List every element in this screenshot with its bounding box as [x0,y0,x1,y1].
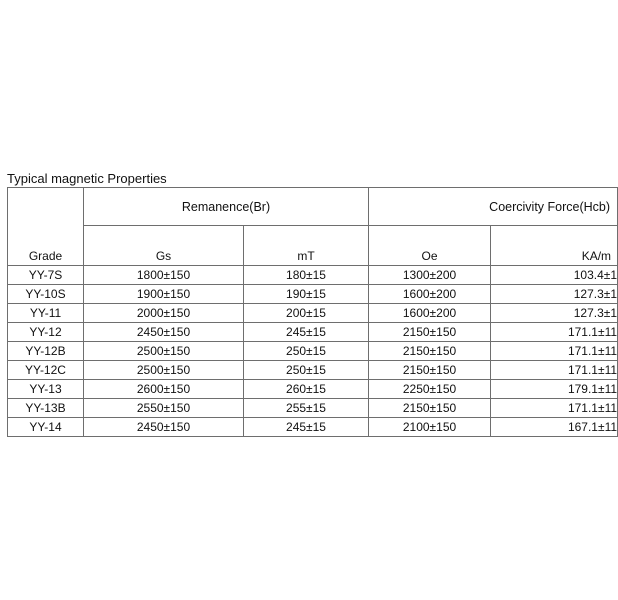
unit-mt-header: mT [244,226,369,266]
gs-cell: 2500±150 [84,361,244,380]
table-row [8,380,618,399]
grade-cell: YY-13B [8,399,84,418]
gs-cell: 2550±150 [84,399,244,418]
mt-cell: 250±15 [244,361,369,380]
gs-cell: 2000±150 [84,304,244,323]
grade-cell: YY-7S [8,266,84,285]
oe-cell: 1600±200 [369,285,491,304]
table-row [8,361,618,380]
ka-cell: 171.1±11 [491,399,618,418]
oe-cell: 2100±150 [369,418,491,437]
oe-cell: 2150±150 [369,342,491,361]
table-row [8,418,618,437]
oe-cell: 2150±150 [369,399,491,418]
header-row-groups [8,188,618,226]
gs-cell: 2450±150 [84,323,244,342]
gs-cell: 1800±150 [84,266,244,285]
magnetic-properties-table [7,187,618,437]
mt-cell: 245±15 [244,323,369,342]
grade-cell: YY-12C [8,361,84,380]
mt-cell: 260±15 [244,380,369,399]
table-row [8,285,618,304]
ka-cell: 179.1±11 [491,380,618,399]
grade-cell: YY-11 [8,304,84,323]
gs-cell: 2600±150 [84,380,244,399]
grade-cell: YY-12B [8,342,84,361]
grade-cell: YY-12 [8,323,84,342]
grade-header: Grade [8,188,84,266]
ka-cell: 127.3±1 [491,285,618,304]
ka-cell: 167.1±11 [491,418,618,437]
grade-cell: YY-13 [8,380,84,399]
table-row [8,342,618,361]
gs-cell: 2500±150 [84,342,244,361]
table-row [8,323,618,342]
mt-cell: 255±15 [244,399,369,418]
mt-cell: 190±15 [244,285,369,304]
table-caption: Typical magnetic Properties [7,171,167,186]
remanence-header: Remanence(Br) [84,188,369,226]
oe-cell: 1600±200 [369,304,491,323]
gs-cell: 2450±150 [84,418,244,437]
coercivity-header: Coercivity Force(Hcb) [369,188,618,226]
mt-cell: 180±15 [244,266,369,285]
mt-cell: 250±15 [244,342,369,361]
oe-cell: 2150±150 [369,361,491,380]
gs-cell: 1900±150 [84,285,244,304]
table-row [8,399,618,418]
table-row [8,266,618,285]
oe-cell: 2250±150 [369,380,491,399]
header-row-units [8,226,618,266]
grade-cell: YY-10S [8,285,84,304]
ka-cell: 103.4±1 [491,266,618,285]
ka-cell: 171.1±11 [491,361,618,380]
grade-cell: YY-14 [8,418,84,437]
unit-gs-header: Gs [84,226,244,266]
ka-cell: 171.1±11 [491,323,618,342]
mt-cell: 245±15 [244,418,369,437]
table-row [8,304,618,323]
ka-cell: 171.1±11 [491,342,618,361]
ka-cell: 127.3±1 [491,304,618,323]
mt-cell: 200±15 [244,304,369,323]
oe-cell: 2150±150 [369,323,491,342]
properties-table-container [7,187,618,434]
unit-ka-header: KA/m [491,226,618,266]
unit-oe-header: Oe [369,226,491,266]
oe-cell: 1300±200 [369,266,491,285]
